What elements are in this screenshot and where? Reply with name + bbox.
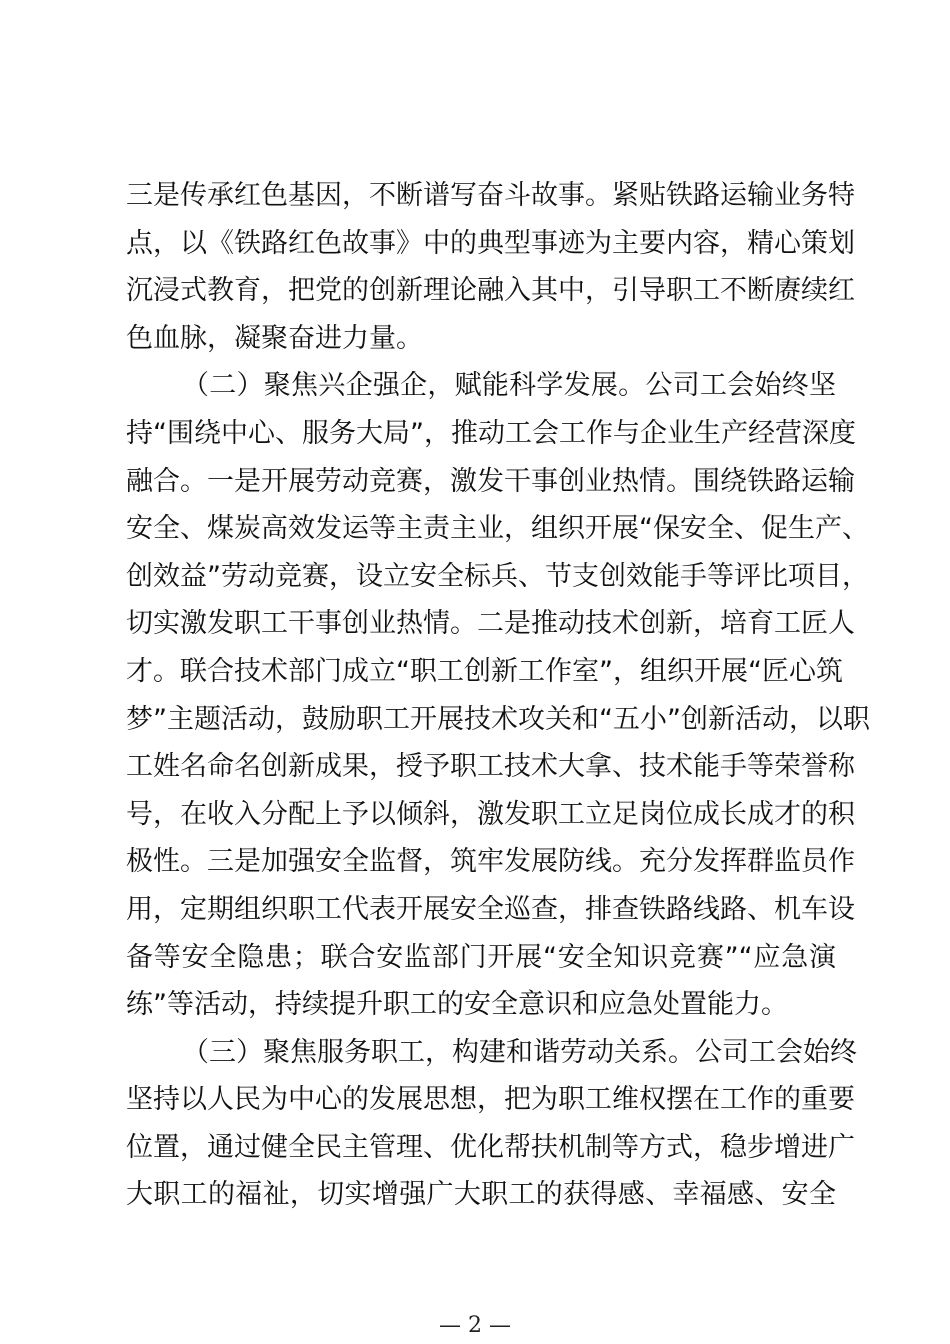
text-line: 工姓名命名创新成果，授予职工技术大拿、技术能手等荣誉称 xyxy=(126,751,855,783)
text-line: 梦”主题活动，鼓励职工开展技术攻关和“五小”创新活动，以职 xyxy=(126,703,870,735)
text-line: 切实激发职工干事创业热情。二是推动技术创新，培育工匠人 xyxy=(126,608,855,640)
text-line: 安全、煤炭高效发运等主责主业，组织开展“保安全、促生产、 xyxy=(126,513,869,545)
paragraph-2 xyxy=(126,362,870,1028)
text-line: 大职工的福祉，切实增强广大职工的获得感、幸福感、安全 xyxy=(126,1179,836,1211)
text-line: 三是传承红色基因，不断谱写奋斗故事。紧贴铁路运输业务特 xyxy=(126,180,855,211)
body-text xyxy=(126,172,870,1219)
text-line: 沉浸式教育，把党的创新理论融入其中，引导职工不断赓续红 xyxy=(126,275,855,307)
text-line: 色血脉，凝聚奋进力量。 xyxy=(126,322,423,354)
page-number: — 2 — xyxy=(439,1313,511,1338)
text-line: （二）聚焦兴企强企，赋能科学发展。公司工会始终坚 xyxy=(182,370,836,402)
text-line: 用，定期组织职工代表开展安全巡查，排查铁路线路、机车设 xyxy=(126,893,855,925)
text-line: 才。联合技术部门成立“职工创新工作室”，组织开展“匠心筑 xyxy=(126,655,843,687)
paragraph-1 xyxy=(126,172,855,362)
paragraph-3 xyxy=(126,1029,857,1219)
text-line: （三）聚焦服务职工，构建和谐劳动关系。公司工会始终 xyxy=(182,1036,857,1068)
text-line: 号，在收入分配上予以倾斜，激发职工立足岗位成长成才的积 xyxy=(126,798,855,830)
text-line: 练”等活动，持续提升职工的安全意识和应急处置能力。 xyxy=(126,989,788,1021)
text-line: 位置，通过健全民主管理、优化帮扶机制等方式，稳步增进广 xyxy=(126,1131,855,1163)
text-line: 持“围绕中心、服务大局”，推动工会工作与企业生产经营深度 xyxy=(126,417,856,449)
text-line: 坚持以人民为中心的发展思想，把为职工维权摆在工作的重要 xyxy=(126,1084,855,1116)
text-line: 点，以《铁路红色故事》中的典型事迹为主要内容，精心策划 xyxy=(126,227,855,259)
text-line: 备等安全隐患；联合安监部门开展“安全知识竞赛”“应急演 xyxy=(126,941,836,973)
text-line: 极性。三是加强安全监督，筑牢发展防线。充分发挥群监员作 xyxy=(126,846,855,878)
text-line: 创效益”劳动竞赛，设立安全标兵、节支创效能手等评比项目， xyxy=(126,560,869,592)
text-line: 融合。一是开展劳动竞赛，激发干事创业热情。围绕铁路运输 xyxy=(126,465,855,497)
